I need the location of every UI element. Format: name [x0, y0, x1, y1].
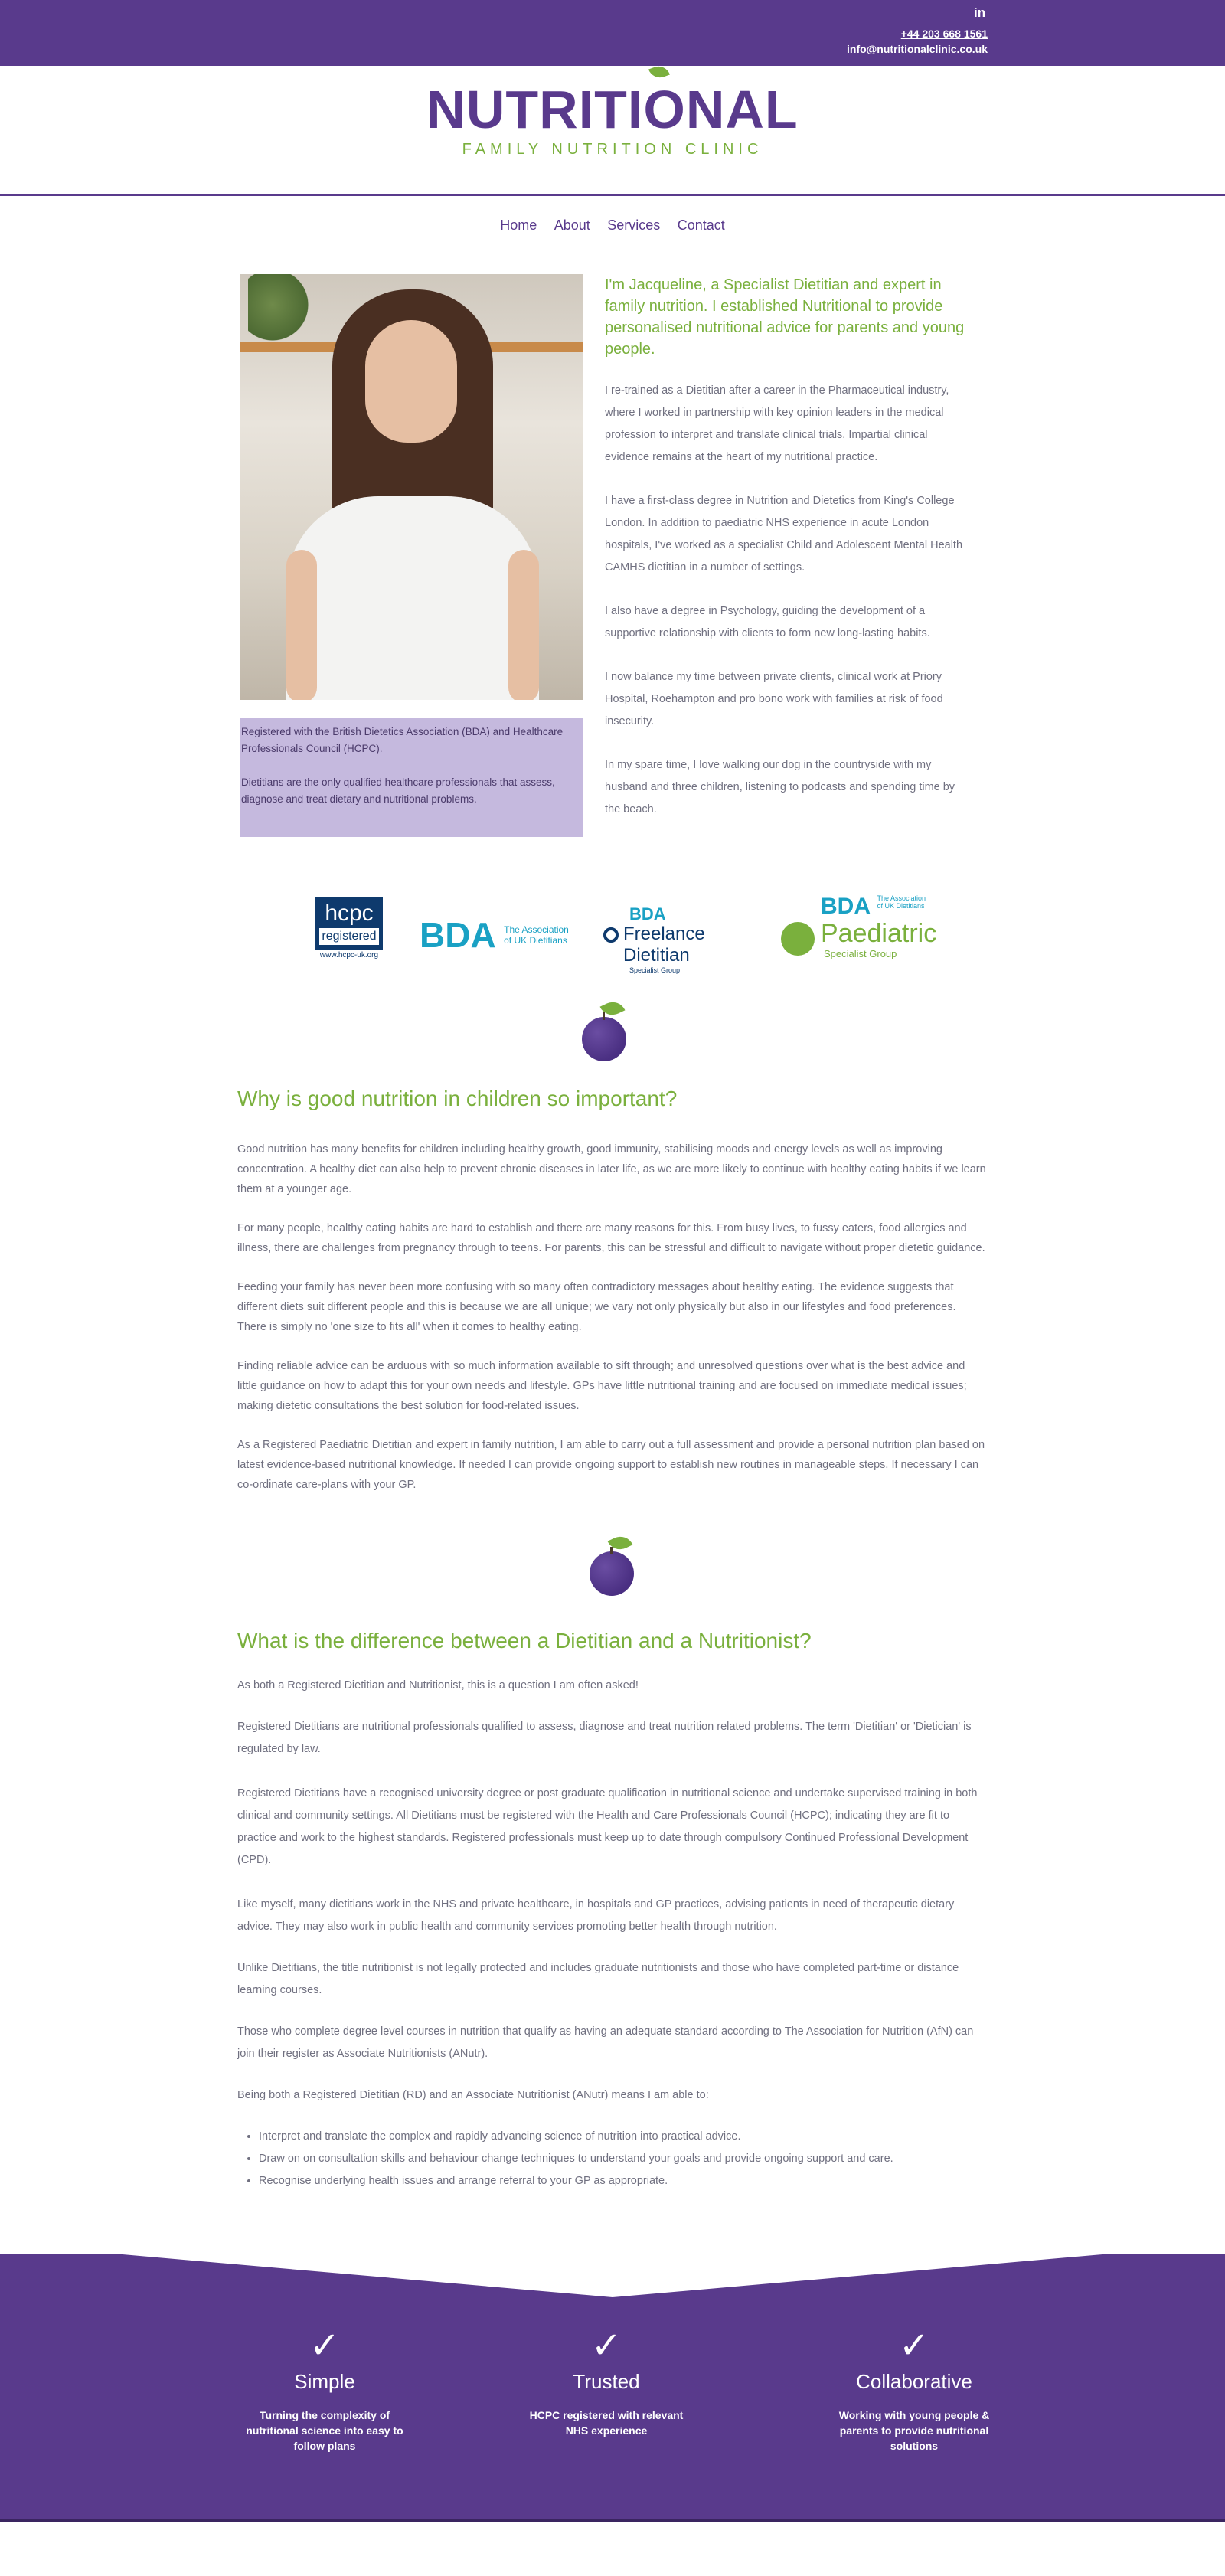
- plum-icon: [590, 1536, 635, 1597]
- list-item: • Recognise underlying health issues and arrange referral to your GP as appropriate.: [259, 2170, 988, 2192]
- diff-paragraph: Those who complete degree level courses in nutrition that qualify as having an adequate standard according to The Association for Nutrition (AfN) can join their register as Associate Nutritionists (ANutr).: [237, 2025, 974, 2060]
- why-paragraph: Finding reliable advice can be arduous with so much information available to sift through; and unresolved questions over what is the best advice and little guidance on how to adapt this for your own needs and lifestyle. GPs have little nutritional training and are focused on immediate medical issues; making dietetic consultations the best solution for food-related issues.: [237, 1360, 967, 1412]
- paw-icon: [781, 922, 815, 956]
- feature-desc: Working with young people & parents to provide nutritional solutions: [838, 2409, 990, 2452]
- check-icon: ✓: [309, 2326, 341, 2366]
- diff-paragraph: Registered Dietitians are nutritional professionals qualified to assess, diagnose and treat nutrition related problems. The term 'Dietitian' or 'Dietician' is regulated by law.: [237, 1721, 972, 1755]
- photo-plant: [248, 274, 309, 351]
- intro-paragraph: I also have a degree in Psychology, guiding the development of a supportive relationship with clients to form new long-lasting habits.: [605, 605, 930, 639]
- intro-paragraph: I have a first-class degree in Nutrition and Dietetics from King's College London. In addition to paediatric NHS experience in acute London hospitals, I've worked as a specialist Child and Adolescent Mental Health CAMHS dietitian in a number of settings.: [605, 495, 963, 574]
- profile-photo: [240, 274, 583, 700]
- accreditation-logos: [0, 894, 1225, 974]
- photo-arm-left: [286, 550, 317, 700]
- hcpc-mark: hcpc: [325, 901, 374, 926]
- registration-note: [240, 718, 583, 837]
- why-paragraph: As a Registered Paediatric Dietitian and expert in family nutrition, I am able to carry out a full assessment and provide a personal nutrition plan based on latest evidence-based nutritional knowledge. If needed I can provide ongoing support to establish new routines in manageable steps. If necessary I can co-ordinate care-plans with your GP.: [237, 1439, 985, 1491]
- list-item: • Draw on on consultation skills and behaviour change techniques to understand your goals and provide ongoing support and care.: [259, 2148, 988, 2170]
- bda-logo: [420, 917, 569, 953]
- diff-paragraph: Unlike Dietitians, the title nutritionist is not legally protected and includes graduate nutritionists and those who have completed part-time or distance learning courses.: [237, 1962, 959, 1996]
- bda-mark: BDA: [821, 894, 871, 919]
- feature-trusted: [492, 2328, 721, 2438]
- intro-paragraph: In my spare time, I love walking our dog in the countryside with my husband and three children, listening to podcasts and spending time by the beach.: [605, 759, 956, 816]
- feature-desc: HCPC registered with relevant NHS experience: [529, 2409, 684, 2437]
- diff-paragraph: As both a Registered Dietitian and Nutritionist, this is a question I am often asked!: [237, 1679, 639, 1692]
- feature-desc: Turning the complexity of nutritional science into easy to follow plans: [246, 2409, 403, 2452]
- phone-link[interactable]: +44 203 668 1561: [900, 28, 988, 40]
- list-item: • Interpret and translate the complex and rapidly advancing science of nutrition into practical advice.: [259, 2126, 988, 2148]
- freelance-text: Freelance Dietitian: [623, 924, 705, 966]
- paediatric-assoc-line2: of UK Dietitians: [877, 902, 925, 910]
- hcpc-registered: registered: [319, 928, 379, 945]
- nav-about[interactable]: About: [554, 217, 590, 233]
- paediatric-assoc: [877, 894, 926, 910]
- diff-paragraph: Registered Dietitians have a recognised university degree or post graduate qualification in nutritional science and undertake supervised training in both clinical and community settings. All Dietitians must be registered with the Health and Care Professionals Council (HCPC); indicating they are fit to practice and work to the highest standards. Registered professionals must keep up to date through compulsory Continued Professional Development (CPD).: [237, 1787, 978, 1866]
- feature-collaborative: [799, 2328, 1029, 2453]
- intro-paragraph: I re-trained as a Dietitian after a career in the Pharmaceutical industry, where I worked in partnership with key opinion leaders in the medical profession to interpret and translate clinical trials. Impartial clinical evidence remains at the heart of my nutritional practice.: [605, 384, 949, 463]
- hcpc-logo: [315, 897, 383, 959]
- nav-home[interactable]: Home: [500, 217, 537, 233]
- nav-services[interactable]: Services: [607, 217, 661, 233]
- paediatric-assoc-line1: The Association: [877, 894, 926, 902]
- paediatric-text: Paediatric: [821, 919, 937, 948]
- logo-tagline: FAMILY NUTRITION CLINIC: [462, 141, 763, 158]
- photo-arm-right: [508, 550, 539, 700]
- intro-heading: I'm Jacqueline, a Specialist Dietitian and expert in family nutrition. I established Nutritional to provide personalised nutritional advice for parents and young people.: [605, 276, 965, 358]
- hcpc-url: www.hcpc-uk.org: [319, 951, 379, 959]
- why-paragraph: Feeding your family has never been more confusing with so many often contradictory messages about healthy eating. The evidence suggests that different diets suit different people and this is because we are all unique; we vary not only physically but also in our lifestyles and food preferences. There is simply no 'one size to fits all' when it comes to healthy eating.: [237, 1281, 956, 1333]
- linkedin-icon[interactable]: in: [974, 5, 986, 20]
- feature-title: Collaborative: [856, 2370, 972, 2393]
- feature-title: Simple: [294, 2370, 355, 2393]
- nav-contact[interactable]: Contact: [677, 217, 725, 233]
- bda-mark: BDA: [629, 904, 666, 924]
- email-link[interactable]: info@nutritionalclinic.co.uk: [847, 43, 988, 55]
- diff-section: [237, 1675, 988, 2192]
- bda-text: [504, 924, 569, 946]
- diff-paragraph: Like myself, many dietitians work in the NHS and private healthcare, in hospitals and GP practices, advising patients in need of therapeutic dietary advice. They may also work in public health and community services promoting better health through nutrition.: [237, 1898, 955, 1933]
- plum-icon: [582, 1002, 628, 1063]
- photo-face: [365, 320, 457, 443]
- bda-freelance-logo: [603, 905, 764, 974]
- logo-wordmark: [426, 80, 799, 139]
- footer-divider: [0, 2519, 1225, 2522]
- photo-body: [286, 496, 539, 700]
- why-paragraph: Good nutrition has many benefits for children including healthy growth, good immunity, stabilising moods and energy levels as well as improving concentration. A healthy diet can also help to prevent chronic diseases in later life, as we are more likely to continue with healthy eating habits if we learn them at a younger age.: [237, 1143, 986, 1195]
- diff-paragraph: Being both a Registered Dietitian (RD) and an Associate Nutritionist (ANutr) means I am able to:: [237, 2089, 709, 2101]
- intro-body: [605, 380, 972, 842]
- bda-text-line1: The Association: [504, 924, 569, 935]
- bda-paediatric-logo: [781, 894, 937, 959]
- note-text: Registered with the British Dietetics Association (BDA) and Healthcare Professionals Council (HCPC).: [241, 726, 564, 754]
- logo-name: NUTRITIONAL: [426, 80, 799, 139]
- feature-simple: [210, 2328, 439, 2453]
- why-heading: Why is good nutrition in children so important?: [237, 1087, 678, 1110]
- intro-paragraph: I now balance my time between private clients, clinical work at Priory Hospital, Roehampton and pro bono work with families at risk of food insecurity.: [605, 671, 943, 727]
- bda-text-line2: of UK Dietitians: [504, 935, 567, 946]
- freelance-sub: Specialist Group: [629, 966, 681, 974]
- why-paragraph: For many people, healthy eating habits are hard to establish and there are many reasons for this. From busy lives, to fussy eaters, food allergies and illness, there are challenges from pregnancy through to teens. For parents, this can be stressful and difficult to navigate without proper dietetic guidance.: [237, 1222, 985, 1254]
- site-logo[interactable]: [0, 80, 1225, 159]
- main-nav: [0, 217, 1225, 234]
- band-notch: [0, 2254, 1225, 2297]
- diff-heading: What is the difference between a Dietitian and a Nutritionist?: [237, 1629, 812, 1652]
- bda-mark: BDA: [420, 915, 496, 955]
- paediatric-sub: Specialist Group: [824, 948, 897, 959]
- why-section: [237, 1139, 988, 1514]
- header-divider: [0, 194, 1225, 196]
- ring-icon: [603, 927, 619, 943]
- capabilities-list: [259, 2126, 988, 2192]
- feature-title: Trusted: [573, 2370, 640, 2393]
- top-bar: [0, 0, 1225, 66]
- note-text: Dietitians are the only qualified healthcare professionals that assess, diagnose and treat dietary and nutritional problems.: [241, 776, 555, 805]
- check-icon: ✓: [898, 2326, 930, 2366]
- check-icon: ✓: [590, 2326, 622, 2366]
